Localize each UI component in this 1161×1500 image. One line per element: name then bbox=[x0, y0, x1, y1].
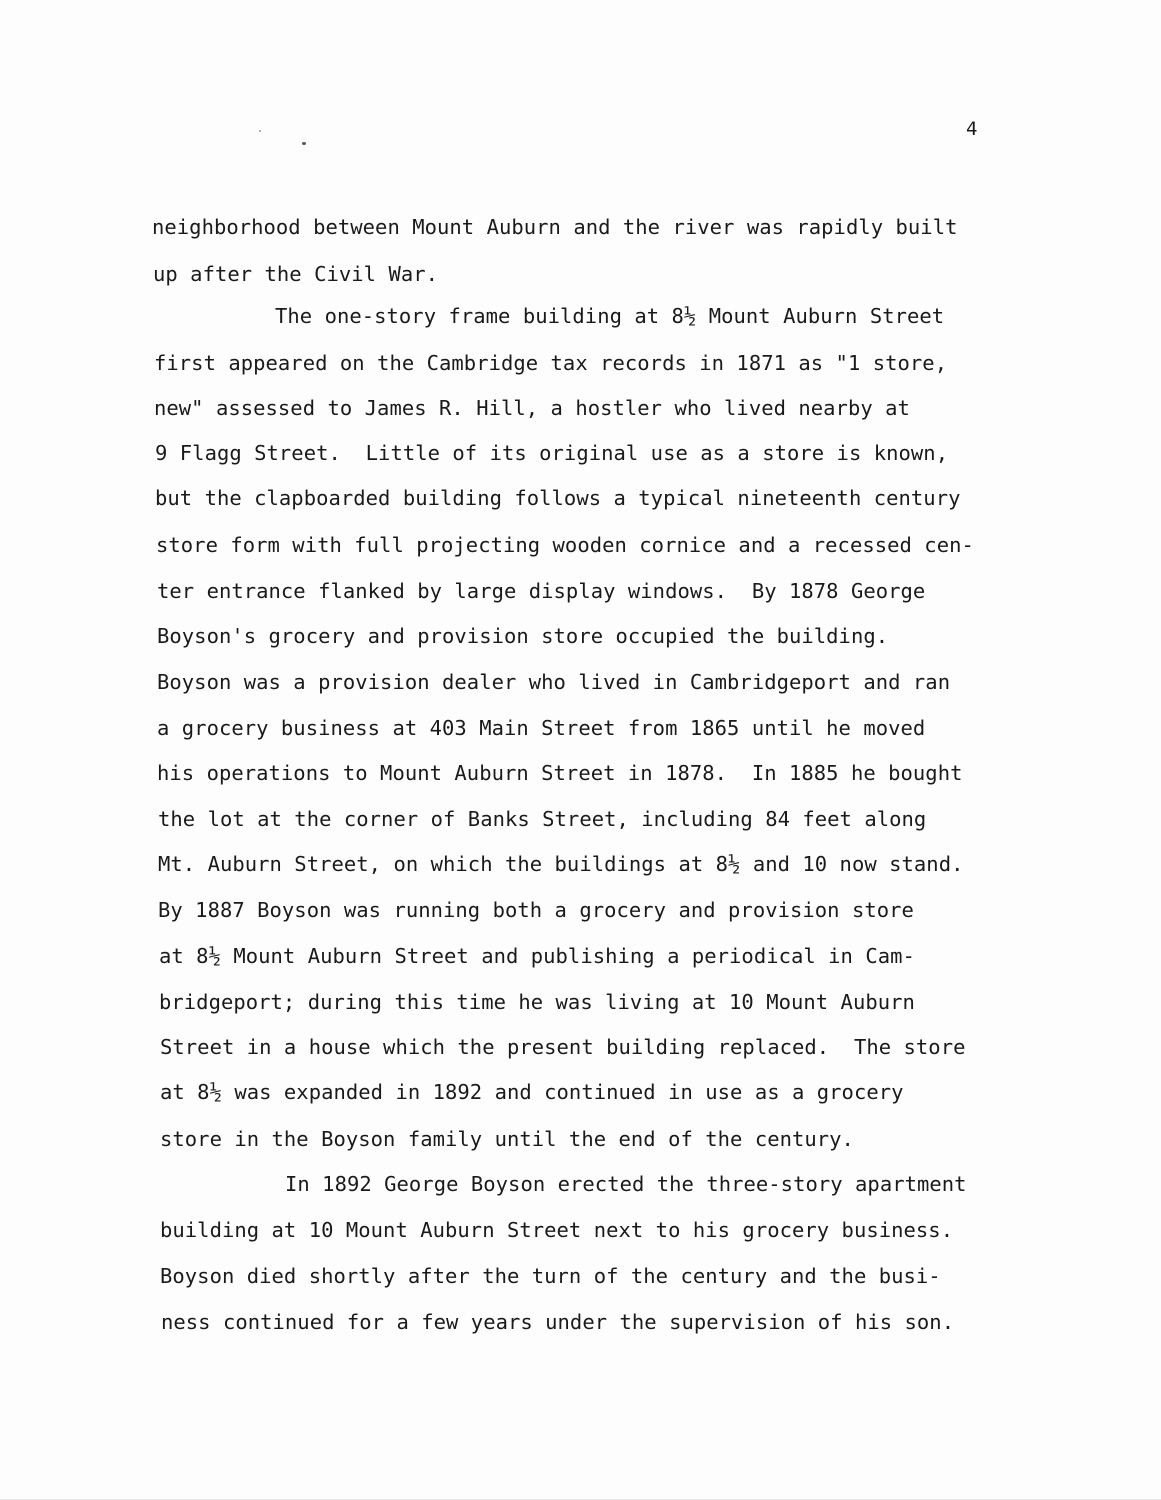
text-line: Boyson's grocery and provision store occupied the building. bbox=[157, 624, 889, 648]
text-line: 9 Flagg Street. Little of its original use as a store is known, bbox=[155, 441, 949, 465]
text-line: neighborhood between Mount Auburn and the river was rapidly built bbox=[152, 215, 958, 239]
text-line: a grocery business at 403 Main Street from 1865 until he moved bbox=[157, 716, 926, 740]
text-line: first appeared on the Cambridge tax records in 1871 as "1 store, bbox=[154, 351, 948, 375]
text-line: up after the Civil War. bbox=[153, 262, 439, 286]
text-line: the lot at the corner of Banks Street, including 84 feet along bbox=[158, 807, 927, 831]
text-line: bridgeport; during this time he was living at 10 Mount Auburn bbox=[159, 990, 915, 1014]
scan-speck bbox=[302, 142, 306, 145]
text-line: Street in a house which the present building replaced. The store bbox=[160, 1035, 966, 1059]
text-line: ter entrance flanked by large display windows. By 1878 George bbox=[157, 579, 926, 603]
text-line: at 8½ Mount Auburn Street and publishing a periodical in Cam- bbox=[159, 944, 915, 968]
text-line: Boyson was a provision dealer who lived in Cambridgeport and ran bbox=[157, 670, 951, 694]
text-line: new" assessed to James R. Hill, a hostler who lived nearby at bbox=[154, 396, 910, 420]
text-line: store form with full projecting wooden cornice and a recessed cen- bbox=[156, 533, 974, 557]
text-line: store in the Boyson family until the end of the century. bbox=[160, 1127, 854, 1151]
text-line: In 1892 George Boyson erected the three-story apartment bbox=[285, 1172, 967, 1196]
page-number: 4 bbox=[966, 118, 978, 140]
scan-speck bbox=[259, 130, 261, 132]
text-line: By 1887 Boyson was running both a grocery and provision store bbox=[158, 898, 914, 922]
text-line: Mt. Auburn Street, on which the buildings at 8½ and 10 now stand. bbox=[158, 852, 964, 876]
text-line: but the clapboarded building follows a typical nineteenth century bbox=[155, 486, 961, 510]
text-line: The one-story frame building at 8½ Mount Auburn Street bbox=[275, 304, 945, 328]
text-line: ness continued for a few years under the supervision of his son. bbox=[161, 1310, 955, 1334]
text-line: Boyson died shortly after the turn of the century and the busi- bbox=[160, 1264, 941, 1288]
text-line: building at 10 Mount Auburn Street next to his grocery business. bbox=[160, 1218, 954, 1242]
text-line: his operations to Mount Auburn Street in 1878. In 1885 he bought bbox=[157, 761, 963, 785]
text-line: at 8½ was expanded in 1892 and continued in use as a grocery bbox=[160, 1080, 904, 1104]
